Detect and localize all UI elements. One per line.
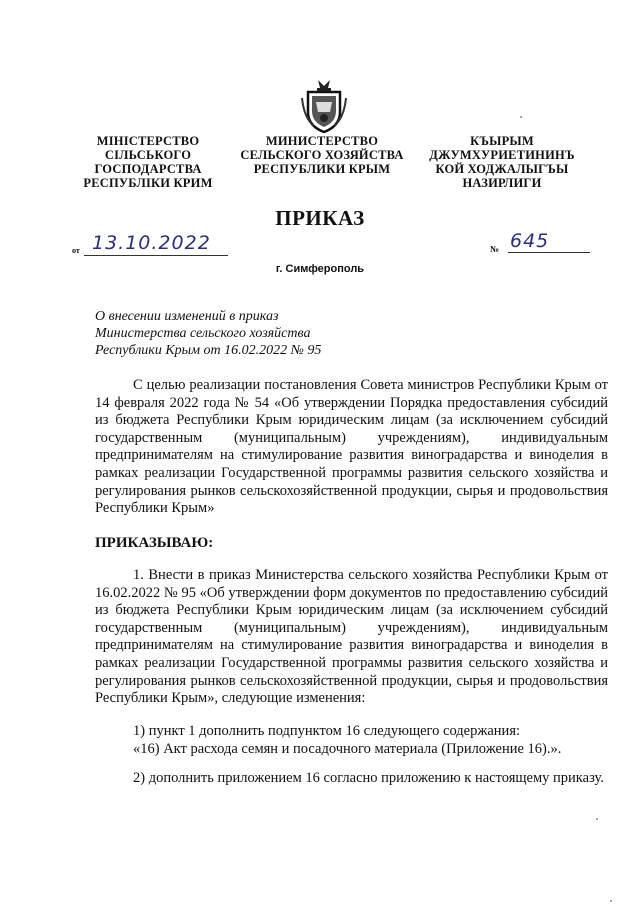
ministry-crh-line: КОЙ ХОДЖАЛЫГЪЫ [435,162,569,176]
ministry-ua-line: РЕСПУБЛІКИ КРИМ [83,176,213,190]
ministry-ru-line: МИНИСТЕРСТВО [265,134,379,148]
ministry-ua-line: МІНІСТЕРСТВО [96,134,200,148]
subclause-1-line: «16) Акт расхода семян и посадочного материала (Приложение 16).». [133,740,562,757]
document-title: ПРИКАЗ [275,206,365,230]
coat-of-arms-icon [300,78,348,134]
scan-speck [596,818,598,820]
ministry-name-ukrainian [78,134,218,190]
preamble-paragraph: С целью реализации постановления Совета министров Республики Крым от 14 февраля 2022 года № 54 «Об утверждении Порядка предоставления субсидий из бюджета Республики Крым юридическим лицам (за исключением субсидий государственным (муниципальным) учреждениям), индивидуальным предпринимателям на стимулирование развития виноградарства и виноделия в рамках реализации Государственной программы развития сельского хозяйства и регулирования рынков сельскохозяйственной продукции, сырья и продовольствия Республики Крым» [95,377,608,517]
number-underline [508,252,590,253]
subclause-1-line: 1) пункт 1 дополнить подпунктом 16 следующего содержания: [133,723,521,739]
order-command: ПРИКАЗЫВАЮ: [95,535,214,551]
handwritten-number: 645 [510,230,550,252]
city: г. Симферополь [275,263,365,275]
ministry-ru-line: РЕСПУБЛИКИ КРЫМ [253,162,391,176]
ministry-ru-line: СЕЛЬСКОГО ХОЗЯЙСТВА [240,148,404,162]
ministry-crh-line: ДЖУМХУРИЕТИНИНЪ [429,148,575,162]
subclause-2: 2) дополнить приложением 16 согласно приложению к настоящему приказу. [133,770,604,786]
subject-line: Республики Крым от 16.02.2022 № 95 [95,343,322,358]
date-prefix: от [72,246,80,255]
scan-speck [520,116,522,118]
subject-line: Министерства сельского хозяйства [95,326,311,341]
number-prefix: № [490,244,500,254]
ministry-name-russian [236,134,408,176]
handwritten-date: 13.10.2022 [92,232,211,254]
ministry-ua-line: СІЛЬСЬКОГО [104,148,192,162]
subclause-1 [133,723,608,758]
order-subject [95,308,395,359]
ministry-ua-line: ГОСПОДАРСТВА [94,162,202,176]
date-underline [84,255,228,256]
scan-speck [610,900,612,902]
subject-line: О внесении изменений в приказ [95,309,279,324]
ministry-name-crimean-tatar [420,134,584,190]
ministry-crh-line: КЪЫРЫМ [470,134,534,148]
clause-1-paragraph: 1. Внести в приказ Министерства сельского хозяйства Республики Крым от 16.02.2022 № 95 «Об утверждении форм документов по предоставлению субсидий из бюджета Республики Крым юридическим лицам (за исключением субсидий государственным (муниципальным) учреждениям), индивидуальным предпринимателям на стимулирование развития виноградарства и виноделия в рамках реализации Государственной программы развития сельского хозяйства и регулирования рынков сельскохозяйственной продукции, сырья и продовольствия Республики Крым», следующие изменения: [95,567,608,707]
ministry-crh-line: НАЗИРЛИГИ [462,176,542,190]
date-number-row [72,230,592,266]
